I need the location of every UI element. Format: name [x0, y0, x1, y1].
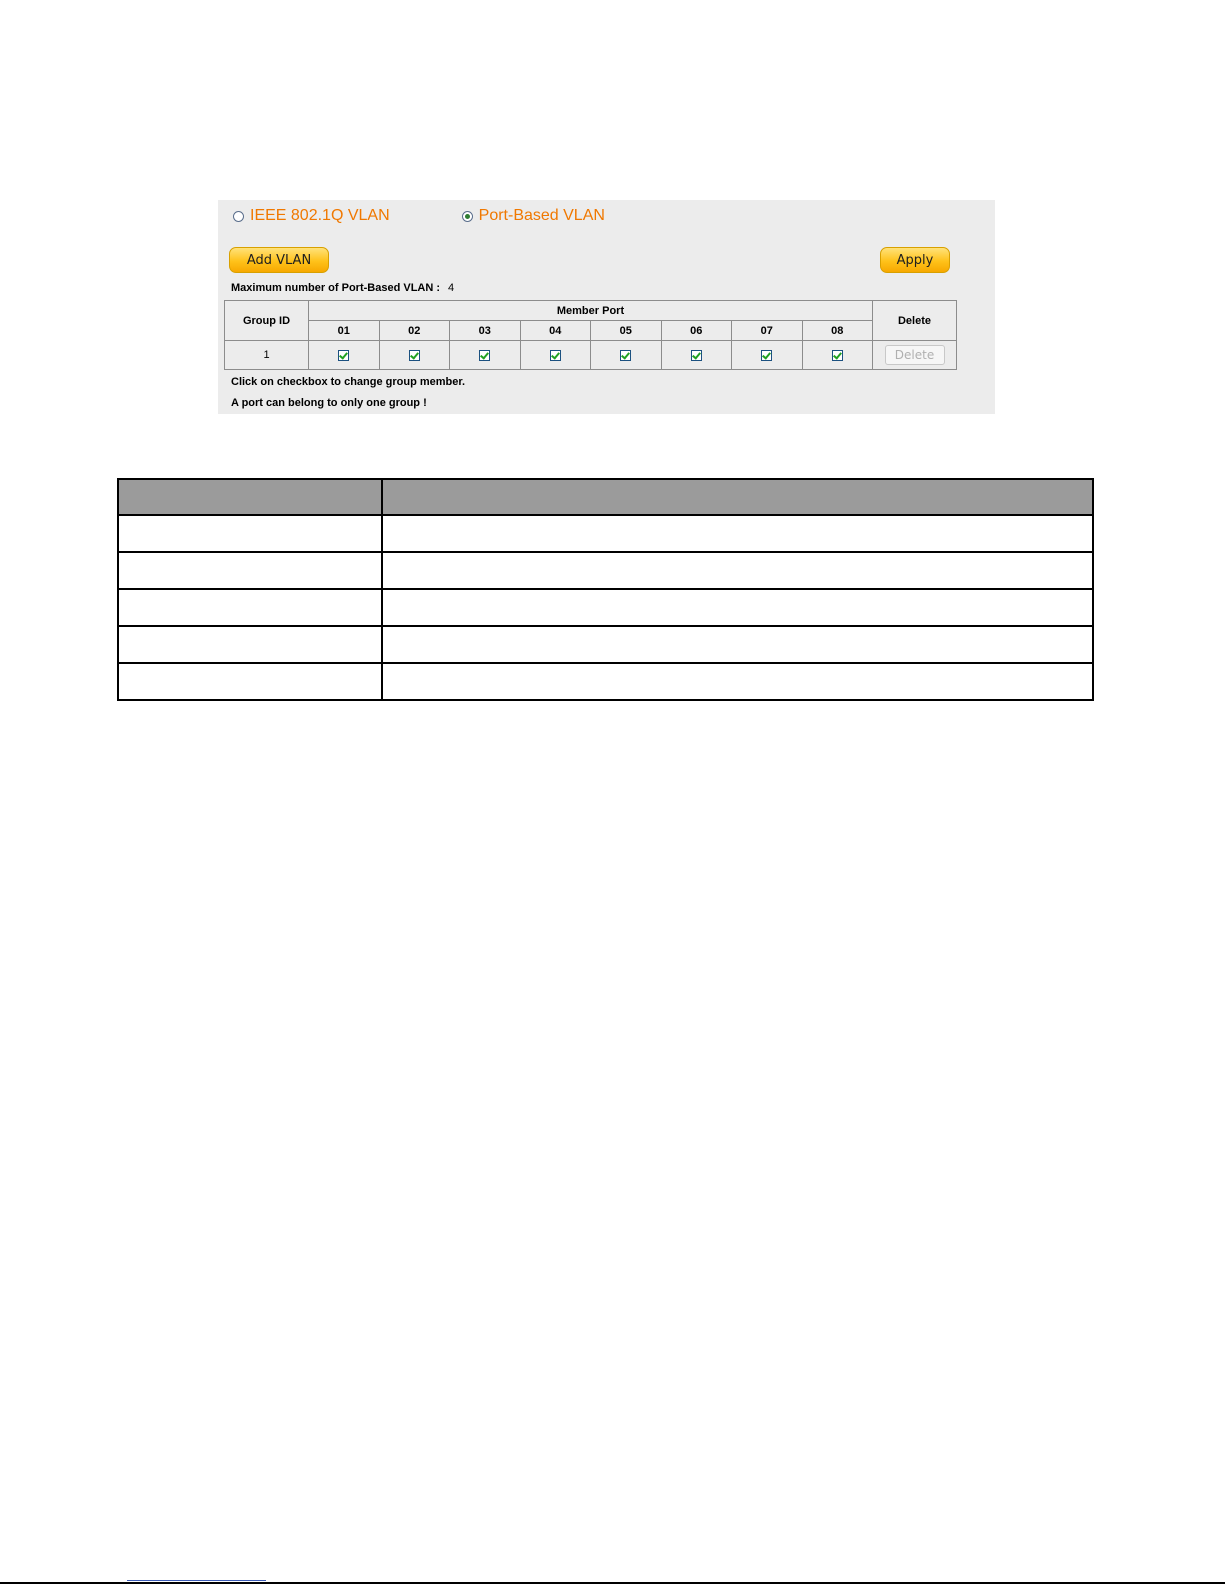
footer-link-underline[interactable] — [127, 1580, 266, 1581]
port-header-08: 08 — [802, 321, 873, 341]
table-row — [118, 589, 1093, 626]
port-header-04: 04 — [520, 321, 591, 341]
radio-label-ieee: IEEE 802.1Q VLAN — [250, 207, 390, 224]
max-vlan-info — [231, 282, 454, 294]
table-row — [118, 515, 1093, 552]
vlan-settings-panel — [218, 200, 995, 414]
radio-port-based-vlan[interactable] — [462, 207, 605, 225]
note-one-group: A port can belong to only one group ! — [231, 397, 427, 409]
port-header-02: 02 — [379, 321, 450, 341]
port-header-03: 03 — [450, 321, 521, 341]
member-port-header: Member Port — [309, 301, 873, 321]
add-vlan-button[interactable]: Add VLAN — [229, 247, 329, 273]
table-row — [118, 663, 1093, 700]
apply-button[interactable]: Apply — [880, 247, 950, 273]
note-change-member: Click on checkbox to change group member. — [231, 376, 466, 388]
port-header-06: 06 — [661, 321, 732, 341]
table-row — [225, 341, 957, 370]
group-id-cell: 1 — [225, 341, 309, 370]
member-checkbox-port-02[interactable] — [409, 350, 420, 361]
vlan-group-table — [224, 300, 957, 370]
description-header-row — [118, 479, 1093, 515]
radio-checked-icon[interactable] — [462, 211, 473, 222]
member-checkbox-port-04[interactable] — [550, 350, 561, 361]
port-header-07: 07 — [732, 321, 803, 341]
group-id-header: Group ID — [225, 301, 309, 341]
radio-unchecked-icon[interactable] — [233, 211, 244, 222]
member-checkbox-port-01[interactable] — [338, 350, 349, 361]
port-header-01: 01 — [309, 321, 380, 341]
delete-header: Delete — [873, 301, 957, 341]
table-row — [118, 552, 1093, 589]
member-checkbox-port-08[interactable] — [832, 350, 843, 361]
description-table — [117, 478, 1094, 701]
member-checkbox-port-03[interactable] — [479, 350, 490, 361]
max-vlan-value: 4 — [448, 282, 455, 294]
table-row — [118, 626, 1093, 663]
radio-ieee-8021q-vlan[interactable] — [233, 207, 390, 225]
description-header-cell-1 — [118, 479, 382, 515]
port-header-05: 05 — [591, 321, 662, 341]
max-vlan-label: Maximum number of Port-Based VLAN : — [231, 282, 441, 294]
member-checkbox-port-07[interactable] — [761, 350, 772, 361]
radio-label-port-based: Port-Based VLAN — [478, 207, 605, 224]
delete-group-button[interactable]: Delete — [885, 345, 945, 365]
footer-divider — [0, 1582, 1225, 1584]
vlan-mode-selector — [233, 206, 605, 226]
description-header-cell-2 — [382, 479, 1093, 515]
member-checkbox-port-05[interactable] — [620, 350, 631, 361]
member-checkbox-port-06[interactable] — [691, 350, 702, 361]
